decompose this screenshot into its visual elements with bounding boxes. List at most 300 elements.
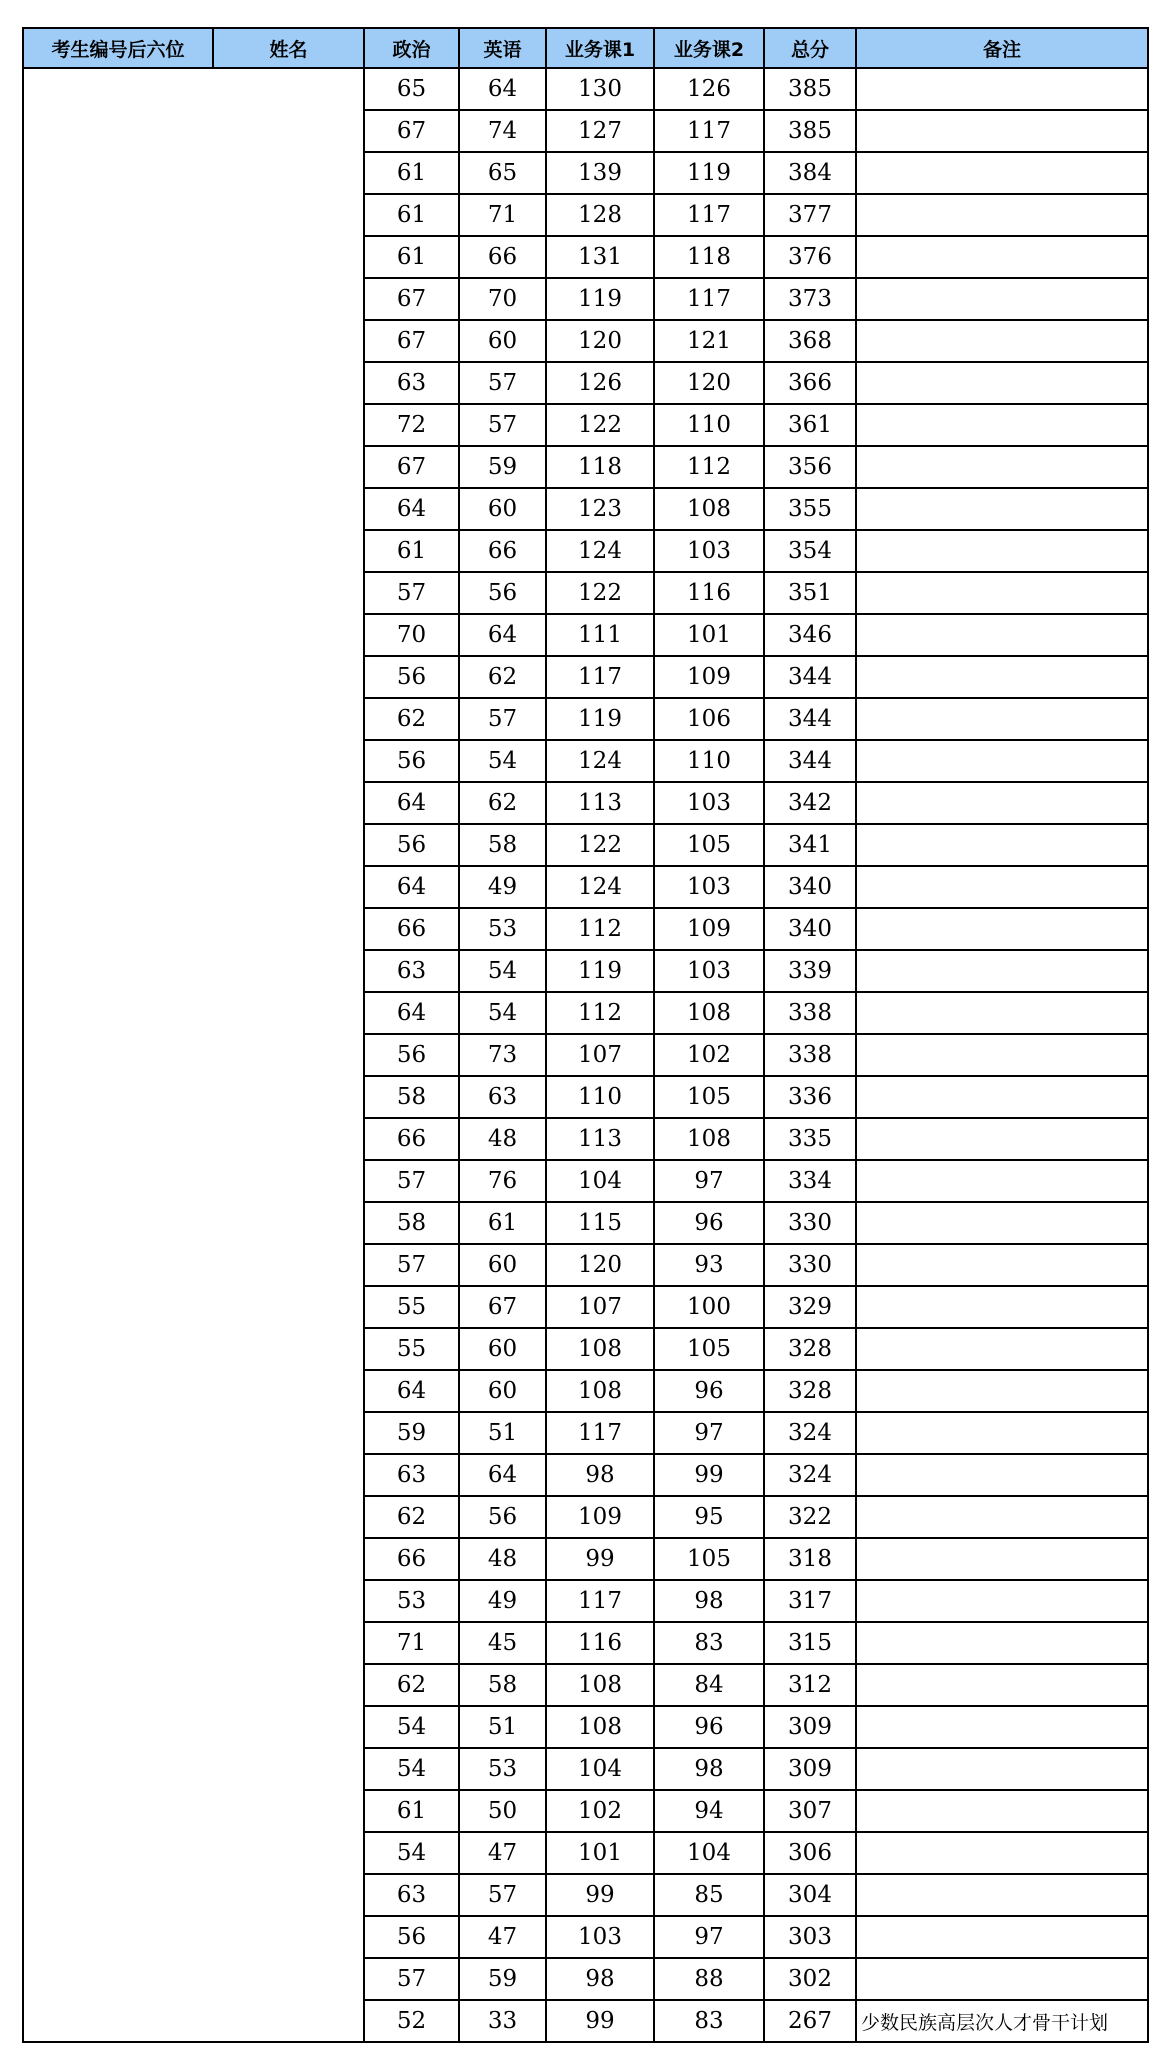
cell-course1: 128 (546, 194, 654, 236)
cell-politics: 59 (364, 1412, 459, 1454)
cell-course2: 121 (654, 320, 764, 362)
cell-politics: 64 (364, 866, 459, 908)
cell-total: 315 (764, 1622, 856, 1664)
cell-total: 344 (764, 656, 856, 698)
cell-total: 385 (764, 110, 856, 152)
cell-id (23, 1622, 213, 1664)
cell-name (213, 1496, 364, 1538)
cell-id (23, 1790, 213, 1832)
cell-id (23, 992, 213, 1034)
cell-politics: 70 (364, 614, 459, 656)
cell-course2: 105 (654, 1328, 764, 1370)
cell-course1: 124 (546, 866, 654, 908)
cell-english: 65 (459, 152, 546, 194)
cell-total: 329 (764, 1286, 856, 1328)
cell-english: 47 (459, 1916, 546, 1958)
cell-english: 61 (459, 1202, 546, 1244)
cell-total: 267 (764, 2000, 856, 2042)
cell-course2: 88 (654, 1958, 764, 2000)
cell-remark (856, 1664, 1148, 1706)
cell-id (23, 320, 213, 362)
table-row (23, 236, 1148, 278)
cell-total: 344 (764, 698, 856, 740)
cell-course2: 97 (654, 1916, 764, 1958)
cell-total: 307 (764, 1790, 856, 1832)
cell-total: 335 (764, 1118, 856, 1160)
cell-course1: 113 (546, 1118, 654, 1160)
cell-english: 56 (459, 572, 546, 614)
table-row (23, 740, 1148, 782)
cell-total: 328 (764, 1328, 856, 1370)
cell-course1: 98 (546, 1958, 654, 2000)
cell-course2: 83 (654, 2000, 764, 2042)
cell-id (23, 1580, 213, 1622)
cell-remark (856, 1790, 1148, 1832)
cell-id (23, 2000, 213, 2042)
table-row (23, 1034, 1148, 1076)
cell-course1: 123 (546, 488, 654, 530)
cell-name (213, 950, 364, 992)
cell-name (213, 320, 364, 362)
cell-politics: 62 (364, 698, 459, 740)
cell-name (213, 698, 364, 740)
cell-course2: 105 (654, 1538, 764, 1580)
cell-remark (856, 1832, 1148, 1874)
cell-politics: 58 (364, 1076, 459, 1118)
table-row (23, 68, 1148, 110)
cell-total: 306 (764, 1832, 856, 1874)
cell-name (213, 1580, 364, 1622)
table-body (23, 68, 1148, 2042)
cell-english: 71 (459, 194, 546, 236)
cell-course2: 108 (654, 992, 764, 1034)
cell-name (213, 992, 364, 1034)
table-row (23, 278, 1148, 320)
cell-politics: 64 (364, 782, 459, 824)
cell-course2: 99 (654, 1454, 764, 1496)
cell-course2: 112 (654, 446, 764, 488)
table-row (23, 1664, 1148, 1706)
cell-id (23, 1118, 213, 1160)
cell-total: 344 (764, 740, 856, 782)
cell-english: 53 (459, 1748, 546, 1790)
cell-remark (856, 1076, 1148, 1118)
cell-id (23, 908, 213, 950)
cell-total: 355 (764, 488, 856, 530)
table-row (23, 1160, 1148, 1202)
cell-total: 339 (764, 950, 856, 992)
cell-name (213, 278, 364, 320)
cell-total: 334 (764, 1160, 856, 1202)
cell-course2: 117 (654, 278, 764, 320)
cell-name (213, 1916, 364, 1958)
table-row (23, 1370, 1148, 1412)
table-row (23, 320, 1148, 362)
cell-remark (856, 1916, 1148, 1958)
cell-remark (856, 194, 1148, 236)
cell-politics: 62 (364, 1664, 459, 1706)
cell-course1: 112 (546, 992, 654, 1034)
cell-remark (856, 950, 1148, 992)
cell-name (213, 656, 364, 698)
cell-id (23, 1454, 213, 1496)
cell-remark (856, 1244, 1148, 1286)
cell-course1: 99 (546, 1874, 654, 1916)
cell-course1: 116 (546, 1622, 654, 1664)
header-politics: 政治 (364, 28, 459, 68)
cell-id (23, 1286, 213, 1328)
cell-politics: 71 (364, 1622, 459, 1664)
cell-id (23, 1916, 213, 1958)
table-row (23, 698, 1148, 740)
cell-total: 324 (764, 1412, 856, 1454)
cell-course1: 99 (546, 1538, 654, 1580)
cell-name (213, 572, 364, 614)
cell-id (23, 1874, 213, 1916)
cell-total: 361 (764, 404, 856, 446)
cell-name (213, 2000, 364, 2042)
cell-id (23, 1706, 213, 1748)
cell-english: 70 (459, 278, 546, 320)
cell-course2: 117 (654, 194, 764, 236)
cell-politics: 61 (364, 1790, 459, 1832)
cell-course2: 116 (654, 572, 764, 614)
cell-english: 60 (459, 1244, 546, 1286)
cell-english: 60 (459, 1328, 546, 1370)
cell-id (23, 572, 213, 614)
table-row (23, 1076, 1148, 1118)
cell-total: 330 (764, 1202, 856, 1244)
cell-total: 340 (764, 908, 856, 950)
table-row (23, 1958, 1148, 2000)
cell-name (213, 68, 364, 110)
table-row (23, 1328, 1148, 1370)
cell-name (213, 446, 364, 488)
cell-name (213, 530, 364, 572)
cell-course1: 108 (546, 1328, 654, 1370)
cell-course2: 94 (654, 1790, 764, 1832)
cell-name (213, 1160, 364, 1202)
cell-total: 309 (764, 1706, 856, 1748)
cell-course2: 104 (654, 1832, 764, 1874)
cell-politics: 63 (364, 950, 459, 992)
cell-politics: 67 (364, 320, 459, 362)
table-row (23, 1580, 1148, 1622)
cell-name (213, 404, 364, 446)
table-row (23, 950, 1148, 992)
cell-english: 74 (459, 110, 546, 152)
cell-total: 312 (764, 1664, 856, 1706)
cell-name (213, 1874, 364, 1916)
cell-name (213, 1370, 364, 1412)
table-row (23, 1412, 1148, 1454)
table-row (23, 1454, 1148, 1496)
cell-id (23, 1538, 213, 1580)
cell-politics: 66 (364, 1118, 459, 1160)
cell-name (213, 1790, 364, 1832)
table-row (23, 866, 1148, 908)
cell-name (213, 1328, 364, 1370)
cell-remark (856, 1202, 1148, 1244)
table-row (23, 992, 1148, 1034)
table-row (23, 1874, 1148, 1916)
cell-total: 346 (764, 614, 856, 656)
cell-politics: 56 (364, 824, 459, 866)
cell-id (23, 152, 213, 194)
cell-english: 66 (459, 530, 546, 572)
cell-english: 57 (459, 1874, 546, 1916)
cell-total: 318 (764, 1538, 856, 1580)
cell-english: 57 (459, 404, 546, 446)
cell-politics: 61 (364, 530, 459, 572)
table-row (23, 656, 1148, 698)
cell-course1: 103 (546, 1916, 654, 1958)
cell-english: 48 (459, 1538, 546, 1580)
cell-total: 354 (764, 530, 856, 572)
cell-total: 376 (764, 236, 856, 278)
cell-name (213, 740, 364, 782)
cell-course2: 84 (654, 1664, 764, 1706)
cell-total: 336 (764, 1076, 856, 1118)
cell-id (23, 1496, 213, 1538)
cell-english: 60 (459, 320, 546, 362)
header-total: 总分 (764, 28, 856, 68)
cell-politics: 54 (364, 1832, 459, 1874)
cell-name (213, 1286, 364, 1328)
cell-remark (856, 1034, 1148, 1076)
cell-english: 64 (459, 1454, 546, 1496)
cell-course1: 101 (546, 1832, 654, 1874)
cell-id (23, 1664, 213, 1706)
cell-name (213, 194, 364, 236)
cell-total: 309 (764, 1748, 856, 1790)
cell-name (213, 824, 364, 866)
cell-remark (856, 404, 1148, 446)
cell-name (213, 614, 364, 656)
cell-course2: 103 (654, 950, 764, 992)
cell-course1: 122 (546, 404, 654, 446)
cell-remark (856, 1118, 1148, 1160)
table-row (23, 530, 1148, 572)
cell-remark (856, 1160, 1148, 1202)
cell-remark (856, 740, 1148, 782)
cell-course1: 102 (546, 1790, 654, 1832)
cell-course1: 117 (546, 656, 654, 698)
cell-english: 60 (459, 1370, 546, 1412)
cell-id (23, 1202, 213, 1244)
cell-remark (856, 572, 1148, 614)
cell-english: 51 (459, 1706, 546, 1748)
cell-remark (856, 656, 1148, 698)
cell-remark (856, 1748, 1148, 1790)
cell-id (23, 404, 213, 446)
cell-course2: 100 (654, 1286, 764, 1328)
cell-course1: 107 (546, 1286, 654, 1328)
cell-course1: 98 (546, 1454, 654, 1496)
table-row (23, 1118, 1148, 1160)
cell-total: 342 (764, 782, 856, 824)
cell-politics: 57 (364, 1244, 459, 1286)
cell-english: 67 (459, 1286, 546, 1328)
cell-id (23, 110, 213, 152)
cell-course2: 96 (654, 1370, 764, 1412)
cell-english: 59 (459, 1958, 546, 2000)
cell-course2: 103 (654, 866, 764, 908)
cell-politics: 56 (364, 740, 459, 782)
cell-id (23, 1412, 213, 1454)
table-row (23, 1538, 1148, 1580)
cell-id (23, 782, 213, 824)
cell-course2: 108 (654, 1118, 764, 1160)
cell-politics: 65 (364, 68, 459, 110)
cell-remark (856, 1958, 1148, 2000)
cell-name (213, 1202, 364, 1244)
header-course2: 业务课2 (654, 28, 764, 68)
cell-politics: 63 (364, 1874, 459, 1916)
cell-course2: 93 (654, 1244, 764, 1286)
cell-remark (856, 320, 1148, 362)
cell-course1: 108 (546, 1706, 654, 1748)
cell-course1: 117 (546, 1580, 654, 1622)
cell-total: 356 (764, 446, 856, 488)
header-id: 考生编号后六位 (23, 28, 213, 68)
cell-english: 64 (459, 68, 546, 110)
cell-course2: 98 (654, 1580, 764, 1622)
table-row (23, 782, 1148, 824)
cell-english: 33 (459, 2000, 546, 2042)
table-row (23, 446, 1148, 488)
table-row (23, 152, 1148, 194)
cell-id (23, 446, 213, 488)
cell-total: 384 (764, 152, 856, 194)
cell-english: 62 (459, 782, 546, 824)
cell-english: 66 (459, 236, 546, 278)
cell-politics: 55 (364, 1286, 459, 1328)
cell-politics: 56 (364, 656, 459, 698)
cell-id (23, 698, 213, 740)
cell-id (23, 1160, 213, 1202)
cell-remark (856, 824, 1148, 866)
cell-course2: 97 (654, 1160, 764, 1202)
cell-politics: 57 (364, 1160, 459, 1202)
cell-course2: 105 (654, 824, 764, 866)
cell-remark: 少数民族高层次人才骨干计划 (856, 2000, 1148, 2042)
cell-remark (856, 530, 1148, 572)
table-row (23, 1244, 1148, 1286)
cell-total: 303 (764, 1916, 856, 1958)
cell-course1: 120 (546, 1244, 654, 1286)
cell-total: 338 (764, 1034, 856, 1076)
cell-course1: 124 (546, 740, 654, 782)
cell-total: 330 (764, 1244, 856, 1286)
cell-english: 62 (459, 656, 546, 698)
table-row (23, 1790, 1148, 1832)
cell-name (213, 236, 364, 278)
cell-course1: 122 (546, 824, 654, 866)
cell-english: 73 (459, 1034, 546, 1076)
cell-course1: 104 (546, 1748, 654, 1790)
cell-course2: 96 (654, 1706, 764, 1748)
cell-name (213, 110, 364, 152)
cell-id (23, 194, 213, 236)
cell-course1: 109 (546, 1496, 654, 1538)
cell-course1: 112 (546, 908, 654, 950)
cell-total: 385 (764, 68, 856, 110)
cell-name (213, 1832, 364, 1874)
cell-english: 64 (459, 614, 546, 656)
cell-name (213, 152, 364, 194)
cell-english: 76 (459, 1160, 546, 1202)
cell-course2: 103 (654, 782, 764, 824)
table-row (23, 1748, 1148, 1790)
cell-course2: 96 (654, 1202, 764, 1244)
cell-id (23, 236, 213, 278)
cell-course2: 109 (654, 656, 764, 698)
cell-course2: 102 (654, 1034, 764, 1076)
cell-remark (856, 782, 1148, 824)
table-row (23, 1496, 1148, 1538)
cell-name (213, 1538, 364, 1580)
cell-course1: 108 (546, 1664, 654, 1706)
cell-course2: 126 (654, 68, 764, 110)
cell-english: 60 (459, 488, 546, 530)
cell-remark (856, 68, 1148, 110)
cell-remark (856, 110, 1148, 152)
cell-politics: 58 (364, 1202, 459, 1244)
cell-total: 340 (764, 866, 856, 908)
cell-course1: 130 (546, 68, 654, 110)
cell-politics: 54 (364, 1706, 459, 1748)
cell-course2: 119 (654, 152, 764, 194)
cell-total: 328 (764, 1370, 856, 1412)
cell-course1: 119 (546, 278, 654, 320)
header-remark: 备注 (856, 28, 1148, 68)
cell-course2: 108 (654, 488, 764, 530)
cell-remark (856, 488, 1148, 530)
table-row (23, 404, 1148, 446)
cell-remark (856, 1580, 1148, 1622)
table-row (23, 572, 1148, 614)
cell-name (213, 782, 364, 824)
cell-name (213, 1706, 364, 1748)
cell-remark (856, 1706, 1148, 1748)
cell-politics: 61 (364, 152, 459, 194)
cell-course1: 113 (546, 782, 654, 824)
table-row (23, 1706, 1148, 1748)
cell-course1: 115 (546, 1202, 654, 1244)
table-row (23, 110, 1148, 152)
cell-name (213, 1622, 364, 1664)
cell-course1: 124 (546, 530, 654, 572)
cell-english: 58 (459, 824, 546, 866)
cell-id (23, 1958, 213, 2000)
cell-id (23, 1034, 213, 1076)
table-row (23, 1832, 1148, 1874)
cell-name (213, 1664, 364, 1706)
cell-course2: 117 (654, 110, 764, 152)
table-row (23, 1286, 1148, 1328)
cell-total: 338 (764, 992, 856, 1034)
cell-course1: 99 (546, 2000, 654, 2042)
table-row (23, 488, 1148, 530)
cell-course1: 117 (546, 1412, 654, 1454)
cell-politics: 56 (364, 1916, 459, 1958)
cell-politics: 66 (364, 908, 459, 950)
cell-english: 59 (459, 446, 546, 488)
cell-remark (856, 992, 1148, 1034)
cell-politics: 63 (364, 1454, 459, 1496)
cell-total: 341 (764, 824, 856, 866)
